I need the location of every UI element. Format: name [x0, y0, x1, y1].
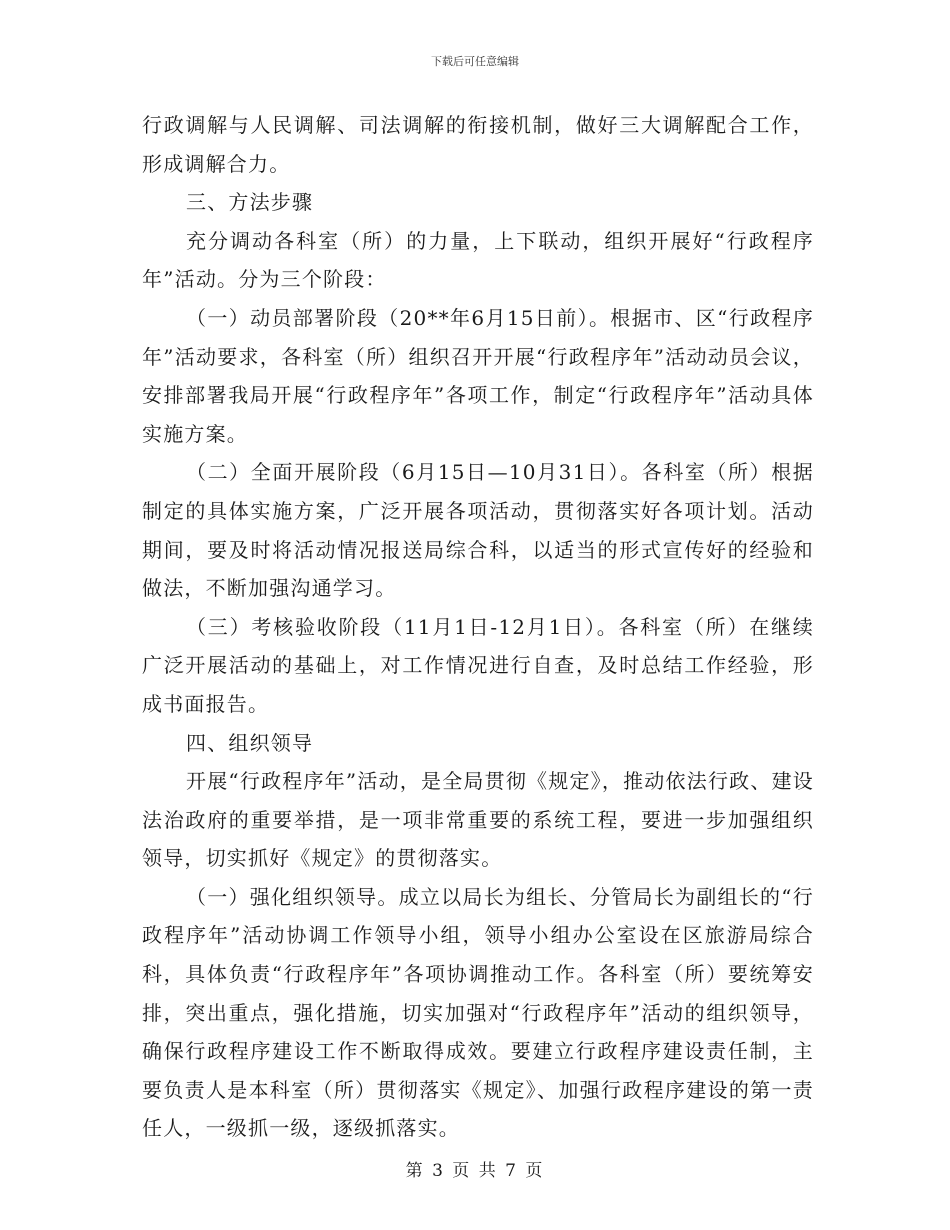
page-number: 第 3 页 共 7 页	[405, 1161, 545, 1181]
paragraph-9: （一）强化组织领导。成立以局长为组长、分管局长为副组长的“行政程序年”活动协调工作领导小组，领导小组办公室设在区旅游局综合科，具体负责“行政程序年”各项协调推动工作。各科室（所）要统筹安排，突出重点，强化措施，切实加强对“行政程序年”活动的组织领导，确保行政程序建设工作不断取得成效。要建立行政程序建设责任制，主要负责人是本科室（所）贯彻落实《规定》、加强行政程序建设的第一责任人，一级抓一级，逐级抓落实。	[142, 884, 814, 1141]
section-heading-leadership: 四、组织领导	[186, 730, 314, 755]
paragraph-3: 充分调动各科室（所）的力量，上下联动，组织开展好“行政程序年”活动。分为三个阶段：	[142, 228, 814, 292]
section-heading-methods: 三、方法步骤	[186, 190, 314, 215]
paragraph-8: 开展“行政程序年”活动，是全局贯彻《规定》，推动依法行政、建设法治政府的重要举措，是一项非常重要的系统工程，要进一步加强组织领导，切实抓好《规定》的贯彻落实。	[142, 769, 814, 871]
paragraph-stage-3: （三）考核验收阶段（11月1日-12月1日）。各科室（所）在继续广泛开展活动的基础上，对工作情况进行自查，及时总结工作经验，形成书面报告。	[142, 614, 814, 716]
document-body	[142, 106, 814, 1148]
paragraph-stage-2: （二）全面开展阶段（6月15日—10月31日）。各科室（所）根据制定的具体实施方案，广泛开展各项活动，贯彻落实好各项计划。活动期间，要及时将活动情况报送局综合科，以适当的形式宣传好的经验和做法，不断加强沟通学习。	[142, 460, 814, 601]
paragraph-1: 行政调解与人民调解、司法调解的衔接机制，做好三大调解配合工作，形成调解合力。	[142, 113, 814, 176]
paragraph-stage-1: （一）动员部署阶段（20**年6月15日前）。根据市、区“行政程序年”活动要求，各科室（所）组织召开开展“行政程序年”活动动员会议，安排部署我局开展“行政程序年”各项工作，制定“行政程序年”活动具体实施方案。	[142, 305, 814, 446]
page-header-note: 下载后可任意编辑	[431, 55, 519, 68]
